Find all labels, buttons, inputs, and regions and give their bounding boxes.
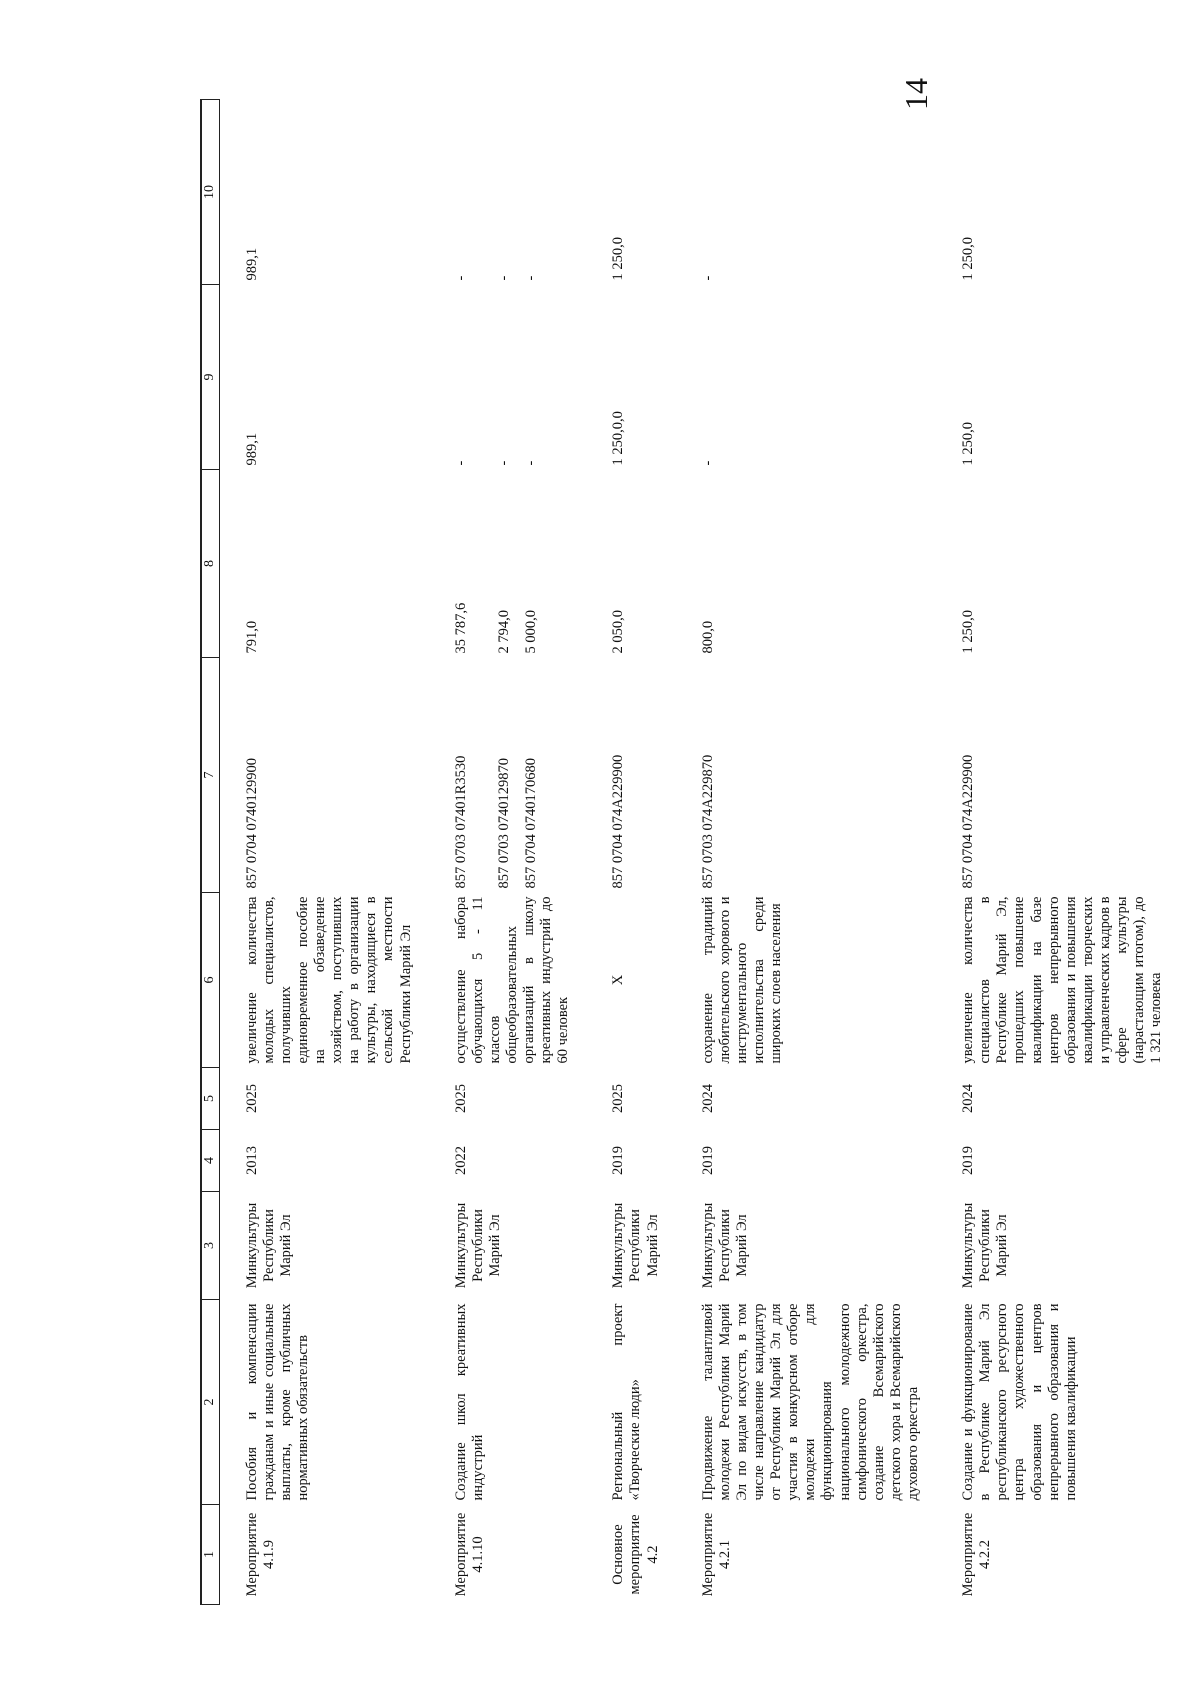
amount-cell	[219, 470, 429, 658]
amount: -	[522, 460, 539, 466]
responsible: Минкультуры Республики Марий Эл	[960, 1202, 1011, 1289]
header-cell: 6	[201, 893, 219, 1068]
header-cell: 4	[201, 1130, 219, 1192]
rotated-table-page	[200, 100, 1165, 1605]
measure-name: Создание и функционирование в Республике Марий Эл республиканского ресурсного центра художественного образования и центров непрерывного образования и повышения квалификации	[960, 1303, 1079, 1501]
budget-code: 857 0704 0740129900	[243, 758, 260, 889]
amount-cell	[676, 285, 936, 470]
table-row	[936, 100, 1179, 1605]
amount: 1 250,0,0	[610, 411, 627, 466]
amount: 2 794,0	[495, 610, 512, 654]
amount-cell	[586, 470, 675, 658]
amount: 1 250,0	[960, 610, 977, 654]
header-cell: 1	[201, 1505, 219, 1605]
budget-code-cell	[429, 658, 587, 893]
responsible: Минкультуры Республики Марий Эл	[243, 1202, 294, 1289]
end-year: 2025	[610, 1084, 627, 1113]
measure-id: Мероприятие 4.2.2	[960, 1512, 994, 1597]
amount: 800,0	[699, 620, 716, 654]
measure-id: Мероприятие 4.1.10	[452, 1512, 486, 1597]
amount: 35 787,6	[452, 602, 469, 654]
table-row	[586, 100, 675, 1605]
amount-cell	[936, 285, 1179, 470]
expected-result: увеличение количества специалистов в Республике Марий Эл, прошедших повышение квалификации на базе центров непрерывного образования и повышения квалификации творческих и управленческих кадров в сфере культуры (нарастающим итогом), до 1 321 человека	[960, 896, 1165, 1064]
end-year: 2024	[960, 1084, 977, 1113]
start-year: 2013	[243, 1146, 260, 1175]
measure-name: Пособия и компенсации гражданам и иные социальные выплаты, кроме публичных нормативных обязательств	[243, 1303, 311, 1501]
responsible: Минкультуры Республики Марий Эл	[610, 1202, 661, 1289]
amount-cell	[586, 100, 675, 285]
amount-cell	[219, 100, 429, 285]
amount: -	[699, 275, 716, 281]
spacer	[470, 474, 496, 654]
amount-cell	[429, 470, 587, 658]
budget-code: 857 0704 0740170680	[522, 758, 539, 889]
table-row	[219, 100, 429, 1605]
end-year: 2024	[699, 1084, 716, 1113]
end-year: 2025	[452, 1084, 469, 1113]
start-year: 2022	[452, 1146, 469, 1175]
page-number: 14	[898, 78, 934, 110]
budget-code: 857 0703 074А229870	[699, 754, 716, 889]
amount-cell	[676, 100, 936, 285]
header-cell: 5	[201, 1068, 219, 1130]
start-year: 2019	[610, 1146, 627, 1175]
header-cell: 8	[201, 470, 219, 658]
amount: -	[522, 275, 539, 281]
measure-id: Мероприятие 4.1.9	[243, 1512, 277, 1597]
amount: 791,0	[243, 620, 260, 654]
amount-cell	[676, 470, 936, 658]
spacer	[513, 474, 523, 654]
program-table	[200, 99, 1179, 1605]
measure-name: Региональный проект «Творческие люди»	[610, 1303, 644, 1501]
amount-cell	[936, 100, 1179, 285]
header-cell: 7	[201, 658, 219, 893]
end-year: 2025	[243, 1084, 260, 1113]
amount: 2 050,0	[610, 610, 627, 654]
amount-cell	[219, 285, 429, 470]
measure-id: Основное мероприятие 4.2	[610, 1514, 661, 1595]
amount-cell	[429, 100, 587, 285]
table-row	[676, 100, 936, 1605]
header-cell: 10	[201, 100, 219, 285]
amount: 1 250,0	[610, 237, 627, 281]
start-year: 2019	[699, 1146, 716, 1175]
budget-code: 857 0703 07401R3530	[452, 755, 469, 889]
spacer	[470, 662, 496, 889]
amount: 989,1	[243, 432, 260, 466]
budget-code: 857 0704 074А229900	[960, 754, 977, 889]
spacer	[513, 289, 523, 466]
amount: -	[495, 275, 512, 281]
amount: -	[452, 275, 469, 281]
measure-name: Создание школ креативных индустрий	[452, 1303, 486, 1501]
amount: 1 250,0	[960, 237, 977, 281]
expected-result: осуществление набора обучающихся 5 - 11 классов общеобразовательных организаций в школу креативных индустрий до 60 человек	[452, 896, 572, 1064]
budget-code-cell	[936, 658, 1179, 893]
table-row	[429, 100, 587, 1605]
amount: -	[495, 460, 512, 466]
header-cell: 2	[201, 1300, 219, 1505]
responsible: Минкультуры Республики Марий Эл	[699, 1202, 750, 1289]
amount-cell	[586, 285, 675, 470]
amount: -	[699, 460, 716, 466]
amount-cell	[429, 285, 587, 470]
amount: 989,1	[243, 247, 260, 281]
budget-code: 857 0703 0740129870	[495, 758, 512, 889]
amount: 5 000,0	[522, 610, 539, 654]
measure-name: Продвижение талантливой молодежи Республики Марий Эл по видам искусств, в том числе направление кандидатур от Республики Марий Эл для участия в конкурсном отборе молодежи для функционирования национального молодежного симфонического оркестра, создание Всемарийского детского хора и Всемарийского духового оркестра	[699, 1303, 922, 1501]
spacer	[513, 104, 523, 281]
budget-code-cell	[676, 658, 936, 893]
header-cell: 3	[201, 1192, 219, 1300]
responsible: Минкультуры Республики Марий Эл	[452, 1202, 503, 1289]
budget-code-cell	[586, 658, 675, 893]
spacer	[513, 662, 523, 889]
amount-cell	[936, 470, 1179, 658]
budget-code-cell	[219, 658, 429, 893]
measure-id: Мероприятие 4.2.1	[699, 1512, 733, 1597]
expected-result: увеличение количества молодых специалистов, получивших единовременное пособие на обзаведение хозяйством, поступивших на работу в организации культуры, находящиеся в сельской местности Республики Марий Эл	[243, 896, 414, 1064]
amount: 1 250,0	[960, 422, 977, 466]
header-cell: 9	[201, 285, 219, 470]
spacer	[470, 104, 496, 281]
expected-result: Х	[610, 974, 627, 986]
spacer	[470, 289, 496, 466]
header-row	[201, 100, 219, 1605]
expected-result: сохранение традиций любительского хорового и инструментального исполнительства среди широких слоев населения	[699, 896, 785, 1064]
amount: -	[452, 460, 469, 466]
start-year: 2019	[960, 1146, 977, 1175]
budget-code: 857 0704 074А229900	[610, 754, 627, 889]
